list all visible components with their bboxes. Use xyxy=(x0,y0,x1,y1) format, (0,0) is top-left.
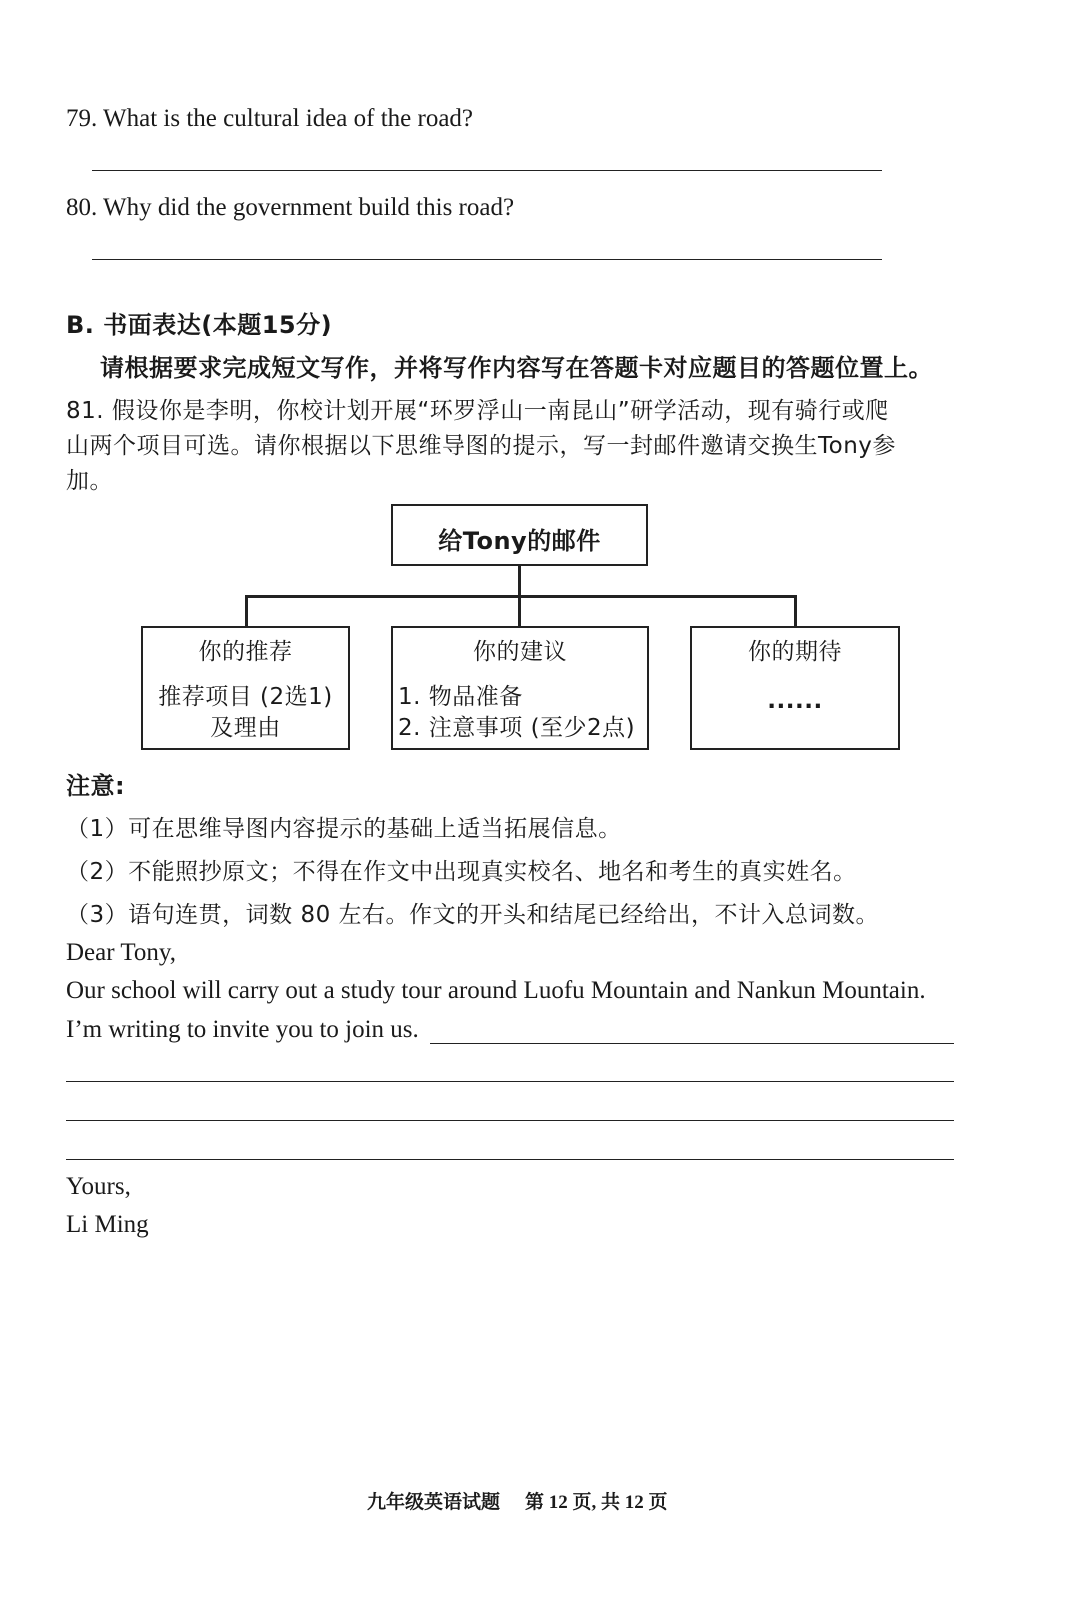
footer-subject: 九年级英语试题 xyxy=(367,1492,501,1513)
q81-line-2: 山两个项目可选。请你根据以下思维导图的提示，写一封邮件邀请交换生Tony参 xyxy=(66,433,896,459)
note-item-3: （3）语句连贯，词数 80 左右。作文的开头和结尾已经给出，不计入总词数。 xyxy=(66,902,880,928)
notes-heading: 注意: xyxy=(66,772,126,800)
writing-line-1[interactable] xyxy=(430,1043,954,1044)
section-b-instruction: 请根据要求完成短文写作，并将写作内容写在答题卡对应题目的答题位置上。 xyxy=(100,354,933,382)
answer-line-79[interactable] xyxy=(92,170,882,171)
mindmap-connector-bar xyxy=(245,595,797,598)
q81-line-3: 加。 xyxy=(66,468,113,494)
question-79: 79. What is the cultural idea of the road? xyxy=(66,105,474,132)
mindmap-branch-advice xyxy=(391,626,649,750)
branch-title: 你的推荐 xyxy=(198,639,293,665)
note-item-1: （1）可在思维导图内容提示的基础上适当拓展信息。 xyxy=(66,816,622,842)
writing-line-3[interactable] xyxy=(66,1120,954,1121)
mindmap-connector-left xyxy=(245,595,248,627)
mindmap-connector-right xyxy=(794,595,797,627)
branch-line: 及理由 xyxy=(210,715,281,741)
letter-line-1: Our school will carry out a study tour around Luofu Mountain and Nankun Mountain. xyxy=(66,977,926,1004)
writing-line-2[interactable] xyxy=(66,1081,954,1082)
mindmap-connector-middle xyxy=(518,595,521,627)
branch-title: 你的建议 xyxy=(473,639,567,665)
answer-line-80[interactable] xyxy=(92,259,882,260)
branch-line: 1. 物品准备 xyxy=(398,684,523,710)
mindmap-connector-trunk xyxy=(518,566,521,596)
footer-page: 第 12 页, 共 12 页 xyxy=(525,1492,668,1513)
branch-title: 你的期待 xyxy=(748,639,842,665)
mindmap-branch-recommend xyxy=(141,626,350,750)
writing-line-4[interactable] xyxy=(66,1159,954,1160)
letter-signature: Li Ming xyxy=(66,1211,149,1238)
mindmap-root-box xyxy=(391,504,648,566)
q81-line-1: 81. 假设你是李明，你校计划开展“环罗浮山一南昆山”研学活动，现有骑行或爬 xyxy=(66,398,889,424)
letter-line-2: I’m writing to invite you to join us. xyxy=(66,1016,419,1043)
note-item-2: （2）不能照抄原文；不得在作文中出现真实校名、地名和考生的真实姓名。 xyxy=(66,859,857,885)
section-b-title: B. 书面表达(本题15分) xyxy=(66,311,333,339)
mindmap-root-label: 给Tony的邮件 xyxy=(438,527,601,555)
mindmap-branch-expectation xyxy=(690,626,900,750)
letter-closing: Yours, xyxy=(66,1173,131,1200)
letter-greeting: Dear Tony, xyxy=(66,939,177,966)
question-80: 80. Why did the government build this road? xyxy=(66,194,515,221)
branch-line: ...... xyxy=(767,688,823,714)
branch-line: 2. 注意事项 (至少2点) xyxy=(398,715,636,741)
branch-line: 推荐项目 (2选1) xyxy=(158,684,333,710)
